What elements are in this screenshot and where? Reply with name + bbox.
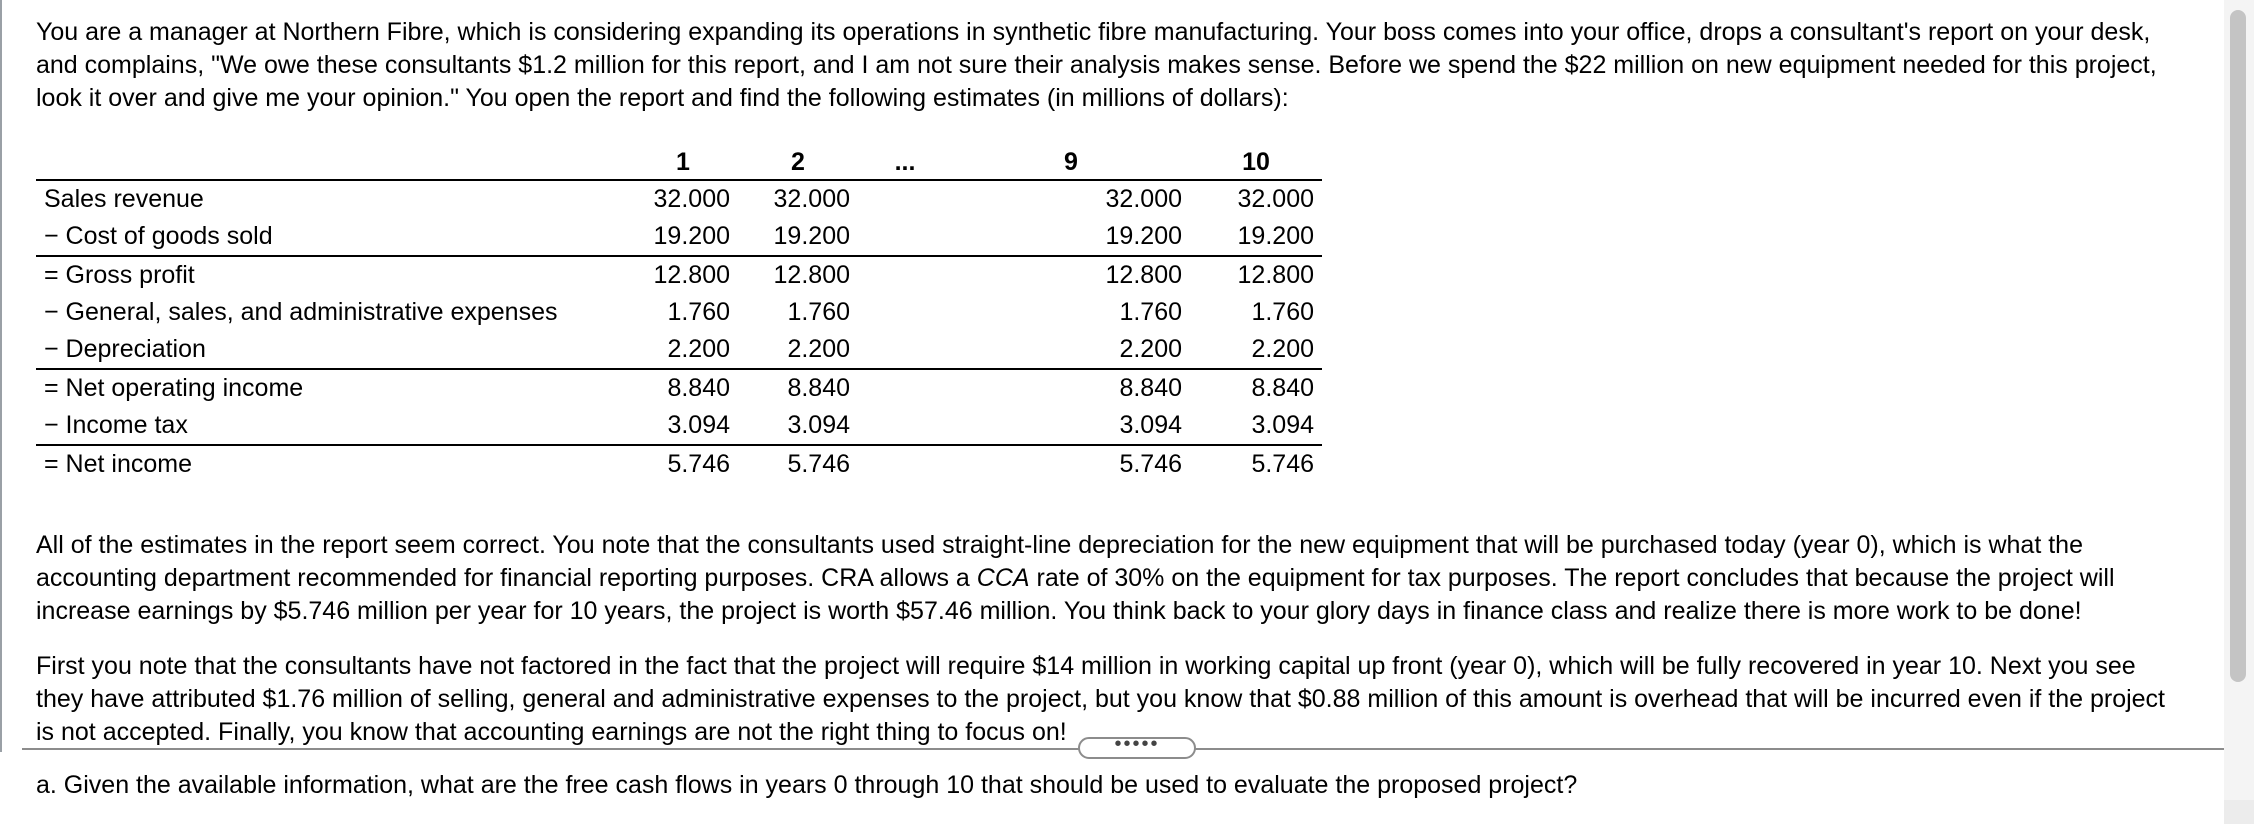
row-label: − Cost of goods sold: [44, 222, 273, 250]
question-a: a. Given the available information, what are the free cash flows in years 0 through 10 that should be used to evaluate the proposed project?: [36, 771, 1578, 799]
cell-value: 8.840: [1190, 369, 1322, 407]
header-year-2: 2: [738, 145, 858, 180]
intro-paragraph: You are a manager at Northern Fibre, which is considering expanding its operations in synthetic fibre manufacturing. Your boss comes into your office, drops a consultant's report on your desk, and complains, "We owe these consultants $1.2 million for this report, and I am not sure their analysis makes sense. Before we spend the $22 million on new equipment needed for this project, look it over and give me your opinion." You open the report and find the following estimates (in millions of dollars):: [36, 18, 2157, 112]
table-row: [36, 256, 1322, 294]
cell-value: 3.094: [787, 411, 850, 439]
cell-value: 1.760: [1251, 298, 1314, 326]
cell-value: 12.800: [738, 256, 858, 294]
cell-ellipsis: [858, 294, 952, 331]
cell-value: 32.000: [653, 185, 730, 213]
header-ellipsis: ...: [858, 145, 952, 180]
cell-value: 1.760: [1119, 298, 1182, 326]
cell-value: 5.746: [628, 445, 738, 483]
row-label: − Income tax: [44, 411, 188, 439]
table-row: [36, 407, 1322, 445]
table-row: [36, 445, 1322, 483]
cell-value: 8.840: [738, 369, 858, 407]
table-row: [36, 331, 1322, 369]
table-row: [36, 218, 1322, 256]
problem-content: [36, 16, 2186, 749]
header-year-9: 9: [952, 145, 1190, 180]
row-label: − Depreciation: [44, 335, 206, 363]
cell-value: 5.746: [952, 445, 1190, 483]
consultant-report-table: [36, 145, 1322, 483]
table-row: [36, 180, 1322, 218]
cell-value: 5.746: [1190, 445, 1322, 483]
cell-value: 1.760: [787, 298, 850, 326]
cell-ellipsis: [858, 369, 952, 407]
cell-value: 12.800: [628, 256, 738, 294]
cell-value: 2.200: [667, 335, 730, 363]
cell-value: 8.840: [952, 369, 1190, 407]
para2-text-after: rate of 30% on the equipment for tax purposes. The report concludes that because the project will increase earnings by $5.746 million per year for 10 years, the project is worth $57.46 million. You think back to your glory days in finance class and realize there is more work to be done!: [36, 564, 2115, 625]
cell-value: 2.200: [787, 335, 850, 363]
scrollbar-corner: [2224, 800, 2254, 824]
cell-value: 3.094: [667, 411, 730, 439]
header-year-10: 10: [1190, 145, 1322, 180]
cell-ellipsis: [858, 445, 952, 483]
header-label-blank: [36, 145, 628, 180]
row-label: = Gross profit: [36, 256, 628, 294]
cell-value: 3.094: [1251, 411, 1314, 439]
cell-value: 2.200: [1119, 335, 1182, 363]
table-header-row: [36, 145, 1322, 180]
cell-value: 3.094: [1119, 411, 1182, 439]
header-year-1: 1: [628, 145, 738, 180]
cell-value: 12.800: [952, 256, 1190, 294]
working-capital-paragraph: First you note that the consultants have not factored in the fact that the project will require $14 million in working capital up front (year 0), which will be fully recovered in year 10. Next you see they have attributed $1.76 million of selling, general and administrative expenses to the project, but you know that $0.88 million of this amount is overhead that will be incurred even if the project is not accepted. Finally, you know that accounting earnings are not the right thing to focus on!: [36, 652, 2166, 746]
cell-ellipsis: [858, 407, 952, 445]
cell-value: 32.000: [1105, 185, 1182, 213]
table-row: [36, 369, 1322, 407]
cell-value: 1.760: [667, 298, 730, 326]
left-border: [0, 0, 2, 752]
cell-value: 5.746: [738, 445, 858, 483]
cell-value: 2.200: [1251, 335, 1314, 363]
row-label: Sales revenue: [44, 185, 204, 213]
cell-value: 19.200: [653, 222, 730, 250]
row-label: = Net income: [36, 445, 628, 483]
table-row: [36, 294, 1322, 331]
para2-text-before: All of the estimates in the report seem correct. You note that the consultants used straight-line depreciation for the new equipment that will be purchased today (year 0), which is what the accounting department recommended for financial reporting purposes. CRA allows a: [36, 531, 2083, 592]
cell-ellipsis: [858, 256, 952, 294]
cell-ellipsis: [858, 180, 952, 218]
row-label: = Net operating income: [36, 369, 628, 407]
cell-value: 32.000: [1237, 185, 1314, 213]
cell-value: 8.840: [628, 369, 738, 407]
cell-value: 19.200: [1105, 222, 1182, 250]
row-label: − General, sales, and administrative expenses: [44, 298, 558, 326]
cell-value: 19.200: [1237, 222, 1314, 250]
depreciation-paragraph: [36, 529, 2186, 628]
cell-ellipsis: [858, 218, 952, 256]
vertical-scrollbar[interactable]: [2224, 0, 2254, 824]
cell-value: 12.800: [1190, 256, 1322, 294]
cell-value: 19.200: [773, 222, 850, 250]
scrollbar-thumb[interactable]: [2230, 10, 2246, 682]
expand-collapse-button[interactable]: •••••: [1078, 737, 1196, 759]
cell-value: 32.000: [773, 185, 850, 213]
cca-term: CCA: [976, 564, 1030, 592]
cell-ellipsis: [858, 331, 952, 369]
